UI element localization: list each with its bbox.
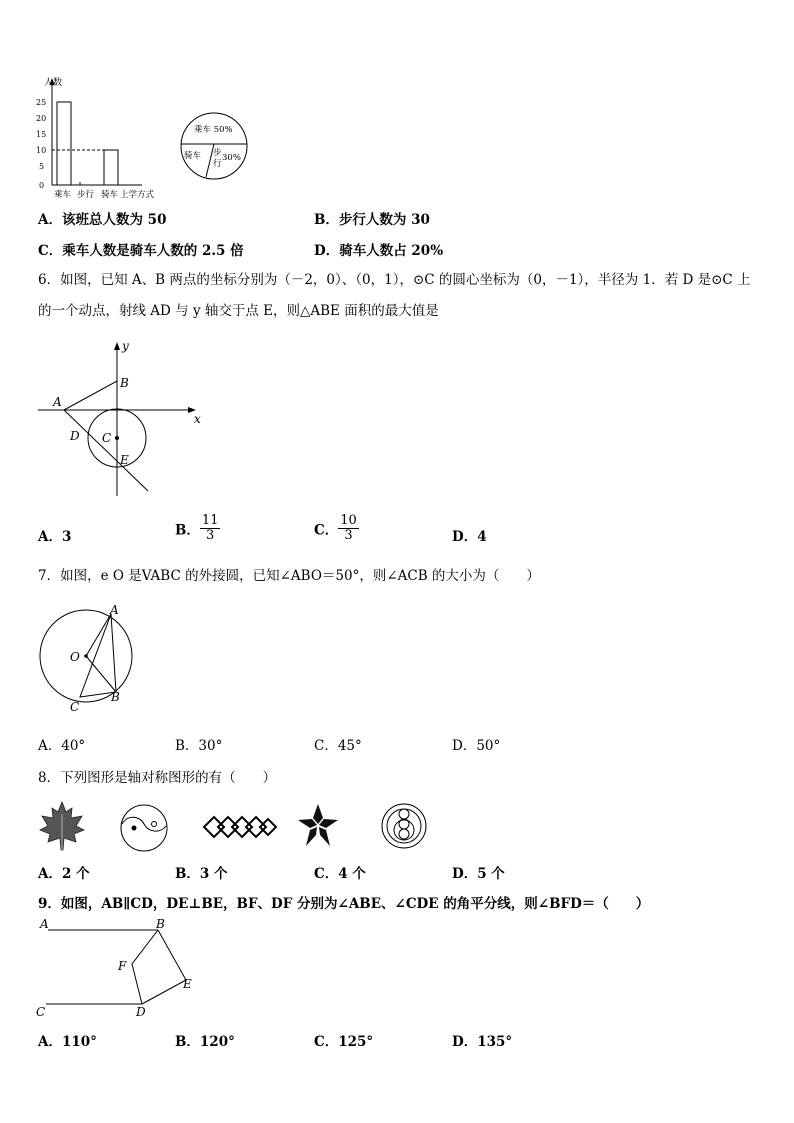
ytick: 25	[36, 98, 47, 107]
q7-option-b: B．30°	[175, 738, 223, 754]
xcat-ride: 乘车	[54, 190, 72, 200]
q7-figure	[34, 600, 144, 720]
q6-option-c-fraction	[338, 514, 359, 543]
fig6-label-d: D	[70, 429, 80, 443]
q6-option-b-fraction	[200, 514, 221, 543]
q9-option-a: A．110°	[38, 1034, 97, 1050]
fig6-label-b: B	[120, 376, 129, 390]
q6-option-c-num: 10	[340, 513, 357, 528]
fig9-label-a: A	[40, 917, 49, 931]
q6-option-a: A．3	[38, 529, 72, 545]
fig7-label-b: B	[111, 690, 120, 704]
q9-option-b: B．120°	[175, 1034, 235, 1050]
q6-option-b-den: 3	[206, 528, 215, 543]
q8-option-a: A．2 个	[38, 866, 90, 882]
fig9-label-b: B	[156, 917, 165, 931]
fig7-label-o: O	[70, 650, 80, 664]
ytick: 15	[36, 130, 47, 139]
bar-xlabel: 上学方式	[120, 190, 155, 200]
bar-bike	[104, 150, 118, 185]
fig9-label-e: E	[183, 977, 192, 991]
xcat-bike: 骑车	[101, 190, 119, 200]
q6-option-c-den: 3	[344, 528, 353, 543]
pie-walk-top: 步	[213, 148, 222, 158]
pie-ride: 乘车 50%	[194, 125, 233, 135]
pie-bike: 骑车	[184, 151, 202, 161]
star-flower-figure	[292, 800, 344, 852]
q5-option-b: B．步行人数为 30	[314, 212, 430, 228]
q6-option-c	[314, 514, 359, 543]
q9-figure	[32, 914, 212, 1024]
q5-option-c: C．乘车人数是骑车人数的 2.5 倍	[38, 243, 244, 259]
q7-option-a: A．40°	[38, 738, 86, 754]
pie-walk-bottom: 行	[213, 159, 222, 169]
fig6-label-x: x	[194, 412, 201, 426]
fig9-label-f: F	[118, 959, 127, 973]
q9-stem: 9．如图，AB∥CD，DE⊥BE，BF、DF 分别为∠ABE、∠CDE 的角平分线，则∠BFD＝（ ）	[38, 896, 650, 912]
q8-option-c: C．4 个	[314, 866, 366, 882]
fig7-label-c: C	[70, 700, 80, 714]
q6-option-b-label: B．	[175, 522, 200, 539]
q8-stem: 8．下列图形是轴对称图形的有（ ）	[38, 770, 277, 786]
fig9-label-c: C	[36, 1005, 46, 1019]
fig6-label-y: y	[122, 339, 129, 353]
bar-ylabel: 人数	[44, 78, 63, 88]
q6-option-d: D．4	[452, 529, 487, 545]
ytick: 0	[39, 181, 45, 190]
pie-walk-pct: 30%	[222, 153, 241, 163]
q6-option-c-label: C．	[314, 522, 339, 539]
bar-ride	[57, 102, 71, 185]
xcat-walk: 步行	[77, 190, 95, 200]
q6-option-b	[175, 514, 220, 543]
maple-leaf-figure	[36, 800, 88, 854]
fig9-label-d: D	[136, 1005, 146, 1019]
q9-option-c: C．125°	[314, 1034, 374, 1050]
q7-option-d: D．50°	[452, 738, 501, 754]
yin-yang-figure	[118, 802, 170, 854]
fig6-label-a: A	[53, 395, 62, 409]
q6-stem-line2: 的一个动点，射线 AD 与 y 轴交于点 E，则△ABE 面积的最大值是	[38, 303, 439, 319]
q5-option-a: A．该班总人数为 50	[38, 212, 167, 228]
q6-option-b-num: 11	[201, 513, 219, 528]
q8-option-b: B．3 个	[175, 866, 228, 882]
q5-pie-chart	[178, 110, 250, 182]
fig7-label-a: A	[110, 603, 119, 617]
q7-stem: 7．如图，e O 是VABC 的外接圆，已知∠ABO＝50°，则∠ACB 的大小为（ ）	[38, 568, 540, 584]
q5-bar-chart	[30, 72, 170, 202]
nested-circles-figure	[378, 800, 430, 852]
q9-option-d: D．135°	[452, 1034, 513, 1050]
knot-pattern-figure	[200, 808, 280, 846]
q8-option-d: D．5 个	[452, 866, 505, 882]
fig6-label-c: C	[102, 431, 112, 445]
ytick: 10	[36, 146, 47, 155]
q7-option-c: C．45°	[314, 738, 362, 754]
fig6-label-e: E	[120, 453, 129, 467]
ytick: 5	[39, 162, 45, 171]
q5-option-d: D．骑车人数占 20%	[314, 243, 444, 259]
q6-figure	[36, 336, 216, 506]
q6-stem-line1: 6．如图，已知 A、B 两点的坐标分别为（－2，0）、（0，1），⊙C 的圆心坐标为（0，－1），半径为 1．若 D 是⊙C 上	[38, 272, 751, 288]
ytick: 20	[36, 114, 47, 123]
